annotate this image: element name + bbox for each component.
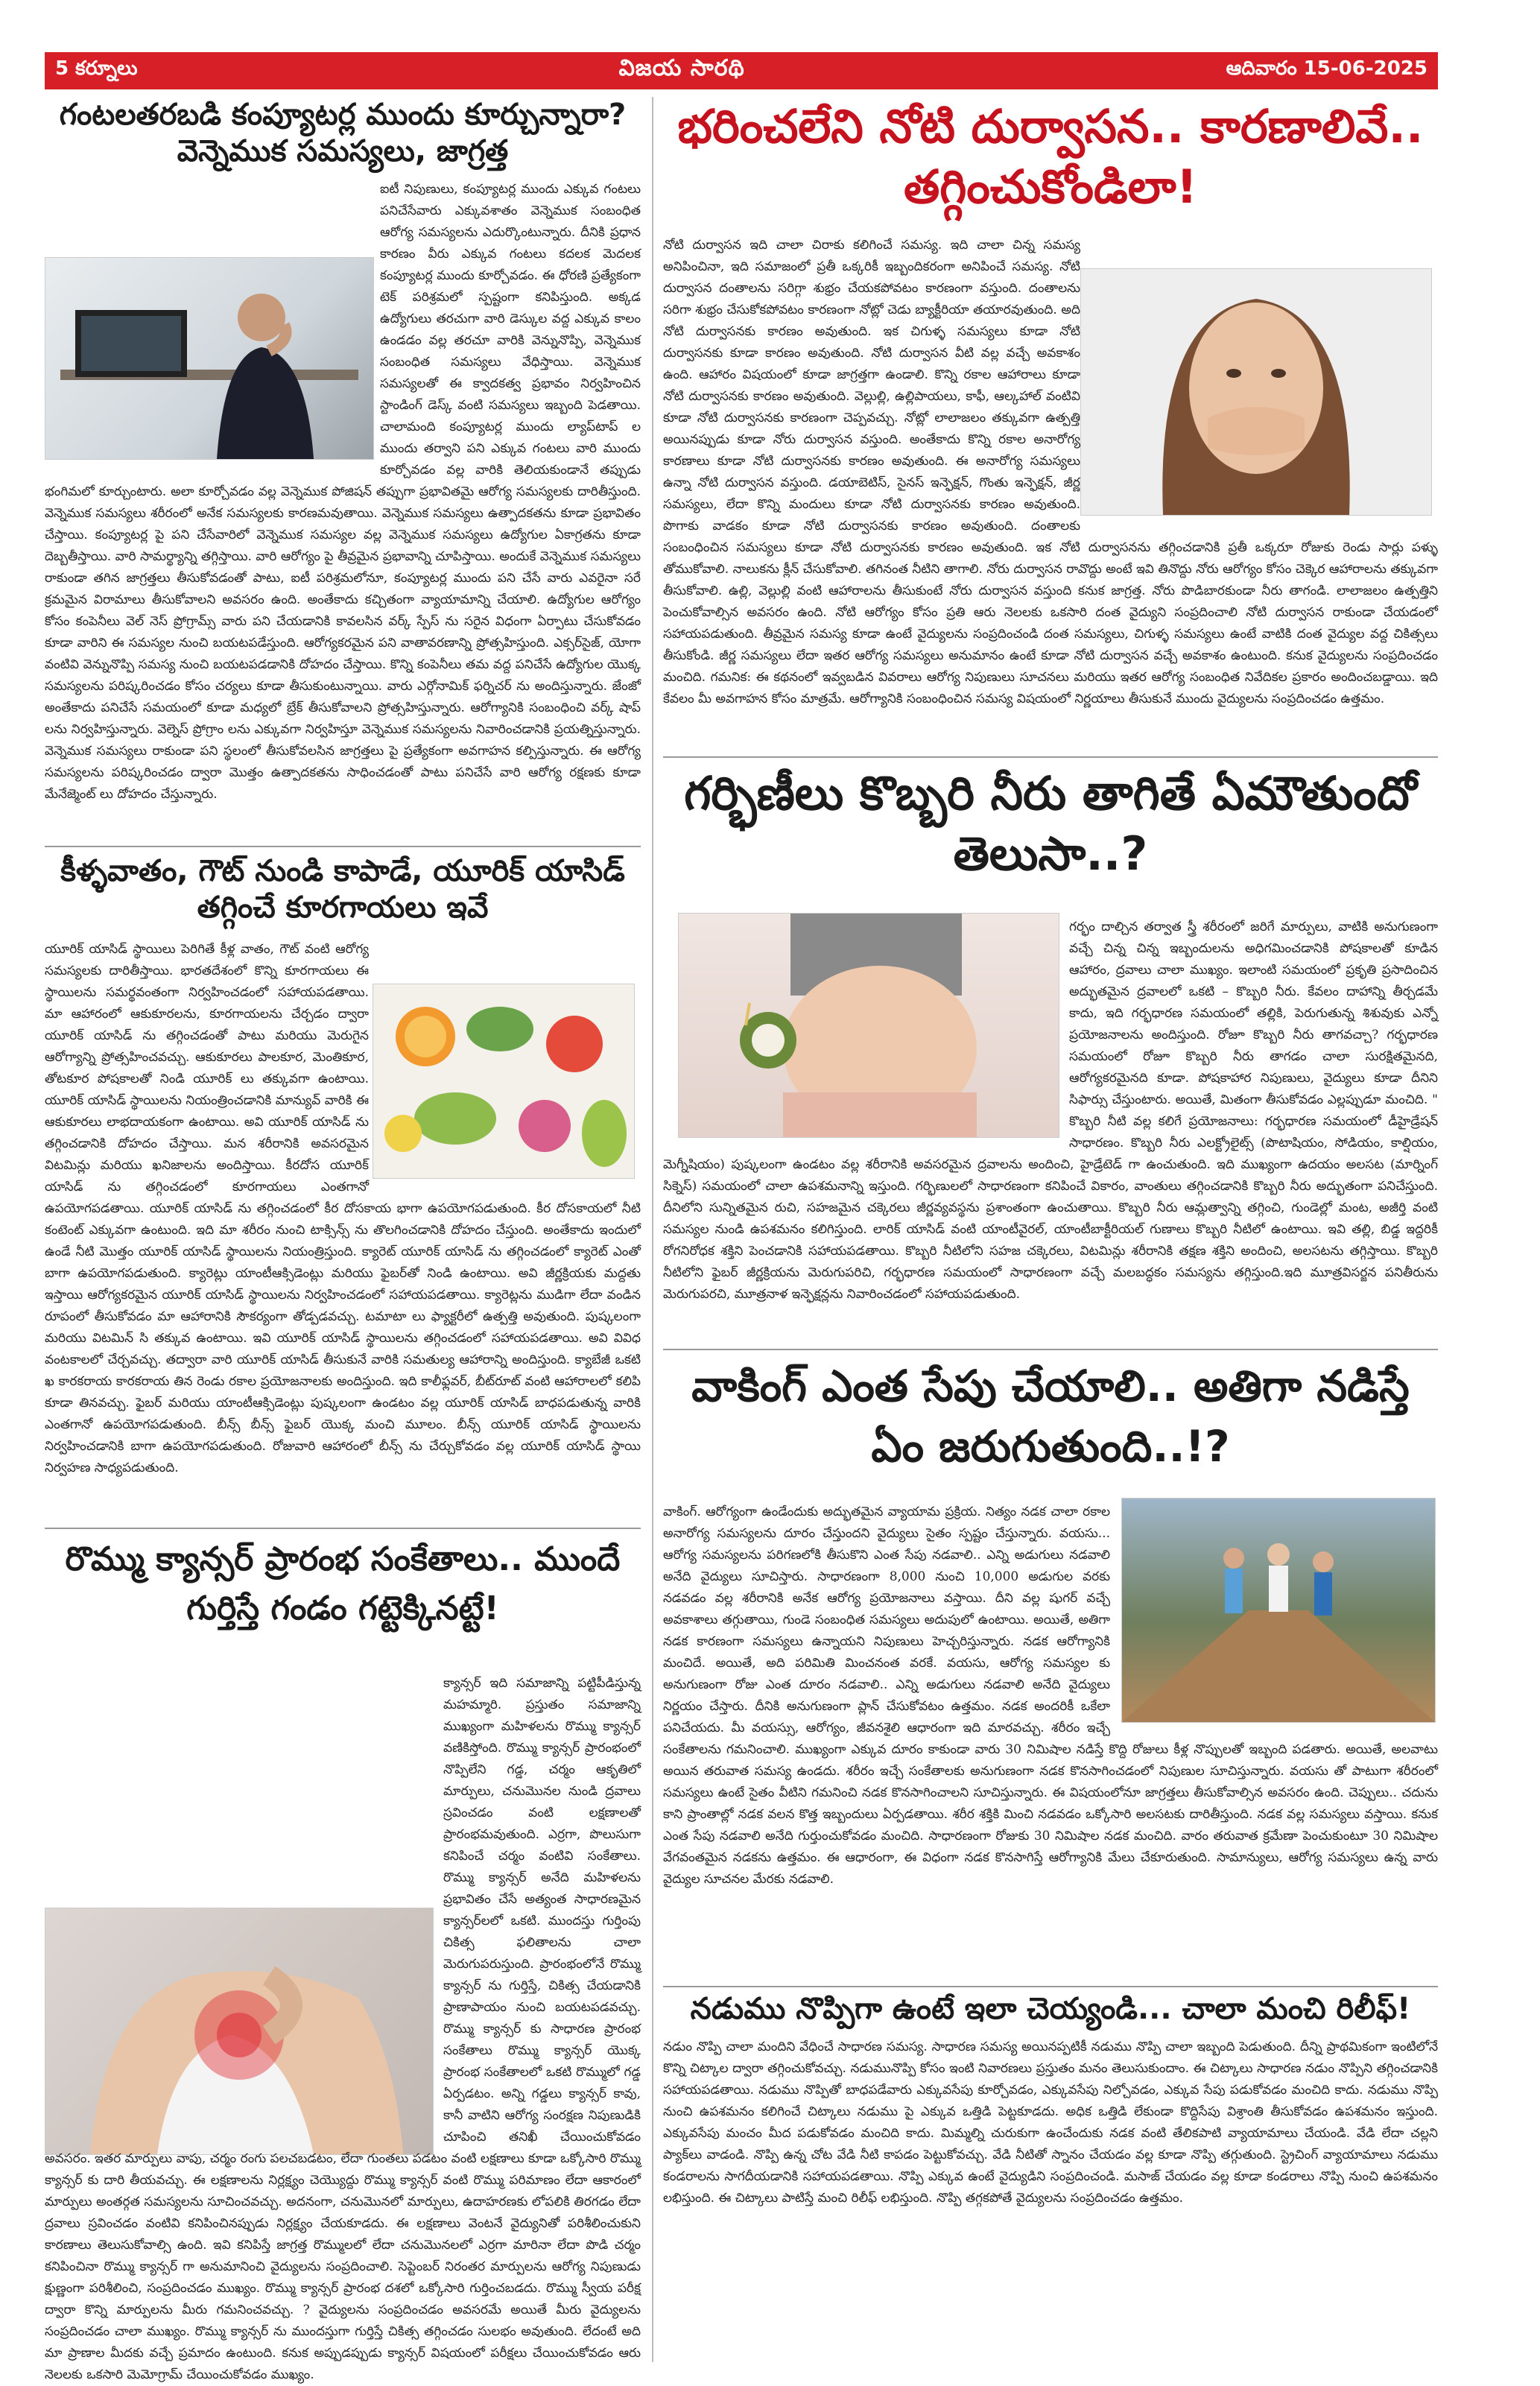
article-headline: నడుము నొప్పిగా ఉంటే ఇలా చెయ్యండి... చాలా మంచి రిలీఫ్! — [690, 1992, 1411, 2026]
article-bad-breath — [663, 97, 1438, 753]
column-divider — [652, 97, 653, 2362]
article-body: ఐటీ నిపుణులు, కంప్యూటర్ల ముందు ఎక్కువ గంటలు పనిచేసేవారు ఎక్కువశాతం వెన్నెముక సంబంధిత ఆరోగ్య సమస్యలను ఎదుర్కొంటున్నారు. దీనికి ప్రధాన కారణం వీరు ఎక్కువ గంటలు కదలక మెదలక కంప్యూటర్ల ముందు కూర్చోవడం. ఈ ధోరణి ప్రత్యేకంగా టెక్ పరిశ్రమలో స్పష్టంగా కనిపిస్తుంది. అక్కడ ఉద్యోగులు తరచుగా వారి డెస్కుల వద్ద ఎక్కువ కాలం ఉండడం వల్ల తరచూ వారికి వెన్నునొప్పి, వెన్నెముక సంబంధిత సమస్యలు వేధిస్తాయి. వెన్నెముక సమస్యలతో ఈ క్వాదకత్వ ప్రభావం నిర్వహించిన స్టాండింగ్ డెస్క్ వంటి సమస్యలు ఇబ్బంది పెడతాయి. చాలామంది కంప్యూటర్ల ముందు ల్యాప్‌టాప్ ల ముందు తర్వాని పని ఎక్కువ గంటలు వారి ముందు కూర్చోవడం వల్ల వారికి తెలియకుండానే తప్పుడు భంగిమలో కూర్చుంటారు. అలా కూర్చోవడం వల్ల వెన్నెముక పోజిషన్ తప్పుగా ప్రభావితమై ఆరోగ్య సమస్యలకు దారితీస్తుంది. వెన్నెముక సమస్యలు శరీరంలో అనేక సమస్యలకు కారణమవుతాయి. వెన్నెముక సమస్యలు ఉత్పాదకతను కూడా ప్రభావితం చేస్తాయి. కంప్యూటర్ల పై పని చేసేవారిలో వెన్నెముక సమస్యల వల్ల వెన్నెముక సమస్యలు ఉద్యోగుల ఏకాగ్రతను కూడా దెబ్బతీస్తాయి. వారి సామర్థ్యాన్ని తగ్గిస్తాయి. వారి ఆరోగ్యం పై తీవ్రమైన ప్రభావాన్ని చూపిస్తాయి. అందుకే వెన్నెముక సమస్యలు రాకుండా తగిన జాగ్రత్తలు తీసుకోవడంతో పాటు, ఐటీ పరిశ్రమలోనూ, కంప్యూటర్ల ముందు పని చేసే వారు ఎవరైనా సరే క్రమమైన విరామాలు తీసుకోవాలని అవసరం ఉంది. అంతేకాదు కచ్చితంగా వ్యాయామాన్ని చేయాలి. ఉద్యోగుల ఆరోగ్యం కోసం కంపెనీలు వెల్ నెస్ ప్రోగ్రామ్స్ వారు పని చేయడానికి కావలసిన వర్క్ స్పేస్ ను సరైన విధంగా ఏర్పాటు చేసుకోవడం కూడా వారిని ఈ సమస్యల నుంచి బయటపడేస్తుంది. ఆరోగ్యకరమైన పని వాతావరణాన్ని ప్రోత్సహిస్తుంది. ఎక్సర్‌సైజ్, యోగా వంటివి వెన్నునొప్పి సమస్య నుంచి బయటపడడానికి దోహదం చేస్తాయి. కొన్ని కంపెనీలు తమ వద్ద పనిచేసే ఉద్యోగుల యొక్క సమస్యలను పరిష్కరించడం కోసం చర్యలు కూడా తీసుకుంటున్నాయి. వారు ఎర్గోనామిక్ ఫర్నిచర్ ను అందిస్తున్నారు. జేంజో అంతేకాదు పనిచేసే సమయంలో కూడా మధ్యలో బ్రేక్ తీసుకోవాలని ప్రోత్సహిస్తున్నారు. ఆరోగ్యానికి సంబంధించి వర్క్ షాప్ లను నిర్వహిస్తున్నారు. వెల్నెస్ ప్రోగ్రాం లను ఎక్కువగా నిర్వహిస్తూ వెన్నెముక సమస్యలను నివారించడానికి ప్రయత్నిస్తున్నారు. వెన్నెముక సమస్యలు రాకుండా పని స్థలంలో తీసుకోవలసిన జాగ్రత్తలు పై ప్రత్యేకంగా అవగాహన కల్పిస్తున్నారు. ఈ ఆరోగ్య సమస్యలను పరిష్కరించడం ద్వారా మొత్తం ఉత్పాదకతను సాధించడంతో పాటు పనిచేసే వారి ఆరోగ్య రక్షణకు కూడా మేనేజ్మెంట్ లు దోహదం చేస్తున్నారు. — [45, 182, 641, 802]
article-body: వాకింగ్. ఆరోగ్యంగా ఉండేందుకు అద్భుతమైన వ్యాయామ ప్రక్రియ. నిత్యం నడక చాలా రకాల అనారోగ్య సమస్యలను దూరం చేస్తుందని వైద్యులు సైతం స్పష్టం చేస్తున్నారు. వయసు... ఆరోగ్య సమస్యలను పరిగణలోకి తీసుకొని ఎంత సేపు నడవాలి.. ఎన్ని అడుగులు నడవాలి అనేది వైద్యులు సూచిస్తారు. సాధారణంగా 8,000 నుంచి 10,000 అడుగుల వరకు నడవడం వల్ల శరీరానికి అనేక ఆరోగ్య ప్రయోజనాలు వస్తాయి. దీని వల్ల షుగర్ వచ్చే అవకాశాలు తగ్గుతాయి, గుండె సంబంధిత సమస్యలు అదుపులో ఉంటాయి. అయితే, అతిగా నడక కారణంగా సమస్యలు ఉన్నాయని నిపుణులు హెచ్చరిస్తున్నారు. నడక ఆరోగ్యానికి మంచిదే. అయితే, అది పరిమితి మించనంత వరకే. వయసు, ఆరోగ్య సమస్యల కు అనుగుణంగా రోజు ఎంత దూరం నడవాలి.. ఎన్ని అడుగులు నడవాలి అనేది వైద్యులు నిర్ణయం చేస్తారు. దీనికి అనుగుణంగా ప్లాన్ చేసుకోవటం ఉత్తమం. నడక అందరికీ ఒకేలా పనిచేయదు. మీ వయస్సు, ఆరోగ్యం, జీవనశైలి ఆధారంగా ఇది మారవచ్చు. శరీరం ఇచ్చే సంకేతాలను గమనించాలి. ముఖ్యంగా ఎక్కువ దూరం కాకుండా వారు 30 నిమిషాల నడిస్తే కొద్ది రోజులు కీళ్ల నొప్పులతో ఇబ్బంది పడతారు. అయితే, అలవాటు అయిన తరువాత సమస్య ఉండదు. శరీరం ఇచ్చే సంకేతాలకు అనుగుణంగా నడక కొనసాగించడంలో నిపుణుల సూచిస్తున్నారు. వయసు తో పాటుగా శరీరంలో సమస్యలు ఉంటే సైతం వీటిని గమనించి నడక కొనసాగించాలని సూచిస్తున్నారు. ఈ విషయంలోనూ జాగ్రత్తలు తీసుకోవాల్సిన అవసరం ఉంది. చెప్పులు.. చదును కాని ప్రాంతాల్లో నడక వలన కొత్త ఇబ్బందులు ఏర్పడతాయి. శరీర శక్తికి మించి నడవడం ఒక్కోసారి అలసటకు దారితీస్తుంది. నడక వల్ల సమస్యలు వస్తాయి. కనుక ఎంత సేపు నడవాలి అనేది గుర్తుంచుకోవడం మంచిది. సాధారణంగా రోజుకు 30 నిమిషాల నడక మంచిది. వారం తరువాత క్రమేణా పెంచుకుంటూ 30 నిమిషాల వేగవంతమైన నడకను ఉత్తమం. ఈ ఆధారంగా, ఈ విధంగా నడక కొనసాగిస్తే ఆరోగ్యానికి మేలు చేకూరుతుంది. సామాన్యులు, ఆరోగ్య సమస్యలు ఉన్న వారు వైద్యుల సూచనల మేరకు నడవాలి. — [663, 1504, 1438, 1887]
photo-float-space — [45, 179, 380, 466]
article-body-wrap — [45, 1673, 641, 2382]
photo-float-space — [663, 917, 1069, 1148]
article-body: నడుం నొప్పి చాలా మందిని వేధించే సాధారణ సమస్య. సాధారణ సమస్య అయినప్పటికీ నడుము నొప్పి చాలా ఇబ్బంది పెడుతుంది. దీన్ని ప్రాథమికంగా ఇంటిలోనే కొన్ని చిట్కాల ద్వారా తగ్గించుకోవచ్చు. నడుమునొప్పి కోసం ఇంటి నివారణలు ప్రస్తుతం మనం తెలుసుకుందాం. ఈ చిట్కాలు సాధారణ నడుం నొప్పిని తగ్గించడానికి సహాయపడతాయి. నడుము నొప్పితో బాధపడేవారు ఎక్కువసేపు కూర్చోవడం, ఎక్కువసేపు నిల్చోవడం, ఎక్కువ సేపు పడుకోవడం మంచిది కాదు. నడుము నొప్పి నుంచి ఉపశమనం కలిగించే చిట్కాలు నడుము పై ఎక్కువ ఒత్తిడి పెట్టకూడదు. అధిక ఒత్తిడి లేకుండా కొద్దిసేపు విశ్రాంతి తీసుకోవడం ఉపశమనం ఇస్తుంది. ఎక్కువసేపు మంచం మీద పడుకోవడం మంచిది కాదు. మిమ్మల్ని చురుకుగా ఉంచేందుకు నడక వంటి తేలికపాటి వ్యాయామాలు చేయండి. వేడి లేదా చల్లని ప్యాక్‌లు వాడండి. నొప్పి ఉన్న చోట వేడి నీటి కాపడం పెట్టుకోవచ్చు. వేడి నీటితో స్నానం చేయడం వల్ల కూడా నొప్పి తగ్గుతుంది. స్ట్రెచింగ్ వ్యాయామాలు నడుము కండరాలను సాగదీయడానికి సహాయపడతాయి. నొప్పి ఎక్కువ ఉంటే వైద్యుడిని సంప్రదించండి. మసాజ్ చేయడం వల్ల కూడా కండరాలు నొప్పి నుంచి ఉపశమనం లభిస్తుంది. ఈ చిట్కాలు పాటిస్తే మంచి రిలీఫ్ లభిస్తుంది. నొప్పి తగ్గకపోతే వైద్యులను సంప్రదించడం ఉత్తమం. — [663, 2039, 1438, 2206]
photo-float-space — [369, 939, 641, 1185]
masthead-bar — [45, 52, 1438, 89]
article-breast-cancer — [45, 1535, 641, 2382]
article-headline: గర్భిణీలు కొబ్బరి నీరు తాగితే ఏమౌతుందో తెలుసా..? — [684, 766, 1417, 881]
section-divider — [663, 1986, 1438, 1987]
article-headline: భరించలేని నోటి దుర్వాసన.. కారణాలివే.. తగ్గించుకోండిలా! — [677, 99, 1424, 214]
article-uric-acid — [45, 853, 641, 1524]
article-headline: వాకింగ్ ఎంత సేపు చేయాలి.. అతిగా నడిస్తే ఏం జరుగుతుంది..!? — [691, 1361, 1410, 1472]
article-body: క్యాన్సర్ ఇది సమాజాన్ని పట్టిపీడిస్తున్న మహమ్మారి. ప్రస్తుతం సమాజాన్ని ముఖ్యంగా మహిళలను రొమ్ము క్యాన్సర్ వణికిస్తోంది. రొమ్ము క్యాన్సర్ ప్రారంభంలో నొప్పిలేని గడ్డ, చర్మం ఆకృతిలో మార్పులు, చనుమొనల నుండి ద్రవాలు స్రవించడం వంటి లక్షణాలతో ప్రారంభమవుతుంది. ఎర్రగా, పొలుసుగా కనిపించే చర్మం వంటివి సంకేతాలు. రొమ్ము క్యాన్సర్ అనేది మహిళలను ప్రభావితం చేసే అత్యంత సాధారణమైన క్యాన్సర్‌లలో ఒకటి. ముందస్తు గుర్తింపు చికిత్స ఫలితాలను చాలా మెరుగుపరుస్తుంది. ప్రారంభంలోనే రొమ్ము క్యాన్సర్ ను గుర్తిస్తే, చికిత్స చేయడానికి ప్రాణాపాయం నుంచి బయటపడవచ్చు. రొమ్ము క్యాన్సర్ కు సాధారణ ప్రారంభ సంకేతాలు రొమ్ము క్యాన్సర్ యొక్క ప్రారంభ సంకేతాలలో ఒకటి రొమ్ములో గడ్డ ఏర్పడటం. అన్ని గడ్డలు క్యాన్సర్ కావు, కానీ వాటిని ఆరోగ్య సంరక్షణ నిపుణుడికి చూపించి తనిఖీ చేయించుకోవడం అవసరం. ఇతర మార్పులు వాపు, చర్మం రంగు పలచబడటం, లేదా గుంతలు పడటం వంటి లక్షణాలు కూడా ఒక్కోసారి రొమ్ము క్యాన్సర్ కు దారి తీయవచ్చు. ఈ లక్షణాలను నిర్లక్ష్యం చెయ్యొద్దు రొమ్ము క్యాన్సర్ వంటి రొమ్ము పరిమాణం లేదా ఆకారంలో మార్పులు అంతర్గత సమస్యలను సూచించవచ్చు. అదనంగా, చనుమొనలో మార్పులు, ఉదాహరణకు లోపలికి తిరగడం లేదా ద్రవాలు స్రవించడం వంటివి కనిపించినప్పుడు నిర్లక్ష్యం చేయకూడదు. ఈ లక్షణాలు వెంటనే వైద్యునితో పరిశీలించుకుని కారణాలు తెలుసుకోవాల్సి ఉంది. ఇవి కనిపిస్తే జాగ్రత్త రొమ్ములలో లేదా చనుమొనలలో ఎర్రగా మారినా లేదా పొడి చర్మం కనిపించినా రొమ్ము క్యాన్సర్ గా అనుమానించి వైద్యులను సంప్రదించాలి. సెప్టెంబర్ నిరంతర మార్పులను ఆరోగ్య నిపుణుడు క్షుణ్ణంగా పరిశీలించి, సంప్రదించడం ముఖ్యం. రొమ్ము క్యాన్సర్ ప్రారంభ దశలో ఒక్కోసారి గుర్తించబడదు. రొమ్ము స్వీయ పరీక్ష ద్వారా కొన్ని మార్పులను మీరు గమనించవచ్చు. ? వైద్యులను సంప్రదించడం అవసరమే అయితే మీరు వైద్యులను సంప్రదించడం చాలా ముఖ్యం. రొమ్ము క్యాన్సర్ ను ముందస్తుగా గుర్తిస్తే చికిత్స తగ్గించడం సులభం అవుతుంది. లేదంటే అది మా ప్రాణాల మీదకు వచ్చే ప్రమాదం ఉంటుంది. కనుక అప్పుడప్పుడు క్యాన్సర్ విషయంలో పరీక్షలు చేయించుకోవడం ఆరు నెలలకు ఒకసారి మెమోగ్రామ్ చేయించుకోవడం ముఖ్యం. — [45, 1676, 641, 2382]
page-label: 5 కర్నూలు — [55, 57, 138, 80]
article-body: గర్భం దాల్చిన తర్వాత స్త్రీ శరీరంలో జరిగే మార్పులు, వాటికి అనుగుణంగా వచ్చే చిన్న చిన్న ఇబ్బందులను అధిగమించడానికి పోషకాలతో కూడిన ఆహారం, ద్రవాలు చాలా ముఖ్యం. ఇలాంటి సమయంలో ప్రకృతి ప్రసాదించిన అద్భుతమైన ద్రవాలలో ఒకటి – కొబ్బరి నీరు. కేవలం దాహాన్ని తీర్చడమే కాదు, ఇది గర్భధారణ సమయంలో తల్లికి, పెరుగుతున్న శిశువుకు ఎన్నో ప్రయోజనాలను అందిస్తుంది. రోజూ కొబ్బరి నీరు తాగవచ్చా? గర్భధారణ సమయంలో రోజూ కొబ్బరి నీరు తాగడం చాలా సురక్షితమైనది, ఆరోగ్యకరమైనది కూడా. పోషకాహార నిపుణులు, వైద్యులు కూడా దీనిని సిఫార్సు చేస్తుంటారు. అయితే, మితంగా తీసుకోవడం ఎల్లప్పుడూ మంచిది. " కొబ్బరి నీటి వల్ల కలిగే ప్రయోజనాలు: గర్భధారణ సమయంలో డీహైడ్రేషన్ సాధారణం. కొబ్బరి నీరు ఎలక్ట్రోలైట్స్ (పొటాషియం, సోడియం, కాల్షియం, మెగ్నీషియం) పుష్కలంగా ఉండటం వల్ల శరీరానికి అవసరమైన ద్రవాలను అందించి, హైడ్రేటెడ్ గా ఉంచుతుంది. ఇది ముఖ్యంగా ఉదయం అలసట (మార్నింగ్ సిక్నెస్) సమయంలో చాలా ఉపశమనాన్ని ఇస్తుంది. గర్భిణులలో సాధారణంగా కనిపించే వికారం, వాంతులు తగ్గించడానికి కొబ్బరి నీరు అద్భుతంగా పనిచేస్తుంది. దీనిలోని సున్నితమైన రుచి, సహజమైన చక్కెరలు జీర్ణవ్యవస్థను ప్రశాంతంగా ఉంచుతాయి. కొబ్బరి నీరు ఆమ్లత్వాన్ని తగ్గించి, గుండెల్లో మంట, అజీర్తి వంటి సమస్యల నుండి ఉపశమనం కలిగిస్తుంది. లారిక్ యాసిడ్ వంటి యాంటీవైరల్, యాంటీబాక్టీరియల్ గుణాలు కొబ్బరి నీటిలో ఉంటాయి. ఇవి తల్లి, బిడ్డ ఇద్దరికీ రోగనిరోధక శక్తిని పెంచడానికి సహాయపడతాయి. కొబ్బరి నీటిలోని సహజ చక్కెరలు, విటమిన్లు శరీరానికి తక్షణ శక్తిని అందించి, అలసటను తగ్గిస్తాయి. కొబ్బరి నీటిలోని ఫైబర్ జీర్ణక్రియను మెరుగుపరిచి, గర్భధారణ సమయంలో సాధారణంగా వచ్చే మలబద్ధకం సమస్యను తగ్గిస్తుంది.ఇది మూత్రవిసర్జన పనితీరును మెరుగుపరచి, మూత్రనాళ ఇన్ఫెక్షన్లను నివారించడంలో సహాయపడుతుంది. — [663, 920, 1438, 1302]
article-body-wrap — [663, 235, 1438, 753]
article-back-pain — [663, 1991, 1438, 2367]
article-body-wrap — [45, 939, 641, 1524]
article-headline: గంటలతరబడి కంప్యూటర్ల ముందు కూర్చున్నారా? వెన్నెముక సమస్యలు, జాగ్రత్త — [59, 98, 627, 168]
article-headline: కీళ్ళవాతం, గౌట్ నుండి కాపాడే, యూరిక్ యాసిడ్ తగ్గించే కూరగాయలు ఇవే — [60, 854, 625, 925]
article-body-wrap — [45, 179, 641, 842]
article-body-wrap — [663, 917, 1438, 1345]
article-body: నోటి దుర్వాసన ఇది చాలా చిరాకు కలిగించే సమస్య. ఇది చాలా చిన్న సమస్య అనిపించినా, ఇది సమాజంలో ప్రతీ ఒక్కరికీ ఇబ్బందికరంగా అనిపించే సమస్య. నోటి దుర్వాసన దంతాలను సరిగ్గా శుభ్రం చేయకపోవటం కారణంగా వస్తుంది. దంతాలను సరిగా శుభ్రం చేసుకోకపోవటం కారణంగా నోట్లో చెడు బ్యాక్టీరియా తయారవుతుంది. అది నోటి దుర్వాసనకు కారణం అవుతుంది. ఇక చిగుళ్ళ సమస్యలు కూడా నోటి దుర్వాసనకు కూడా కారణం అవుతుంది. నోటి దుర్వాసన వీటి వల్ల వచ్చే అవకాశం ఉంది. ఆహారం విషయంలో కూడా జాగ్రత్తగా ఉండాలి. కొన్ని రకాల ఆహారాలు కూడా నోటి దుర్వాసనకు కారణం అవుతుంది. వెల్లుల్లి, ఉల్లిపాయలు, కాఫీ, ఆల్కహాల్ వంటివి కూడా నోటి దుర్వాసనకు కారణంగా చెప్పవచ్చు. నోట్లో లాలాజలం తక్కువగా ఉత్పత్తి అయినప్పుడు కూడా నోరు దుర్వాసన వస్తుంది. అంతేకాదు కొన్ని రకాల అనారోగ్య కారణాలు కూడా నోటి దుర్వాసనకు కారణం అవుతుంది. ఈ అనారోగ్య సమస్యలు ఉన్నా నోటి దుర్వాసన వస్తుంది. డయాబెటిస్, సైనస్ ఇన్ఫెక్షన్, గొంతు ఇన్ఫెక్షన్, జీర్ణ సమస్యలు, లేదా కొన్ని మందులు కూడా నోటి దుర్వాసనకు కారణం అవుతుంది. పొగాకు వాడకం కూడా నోటి దుర్వాసనకు కారణం అవుతుంది. దంతాలకు సంబంధించిన సమస్యలు కూడా నోటి దుర్వాసనకు కారణం అవుతుంది. ఇక నోటి దుర్వాసనను తగ్గించడానికి ప్రతీ ఒక్కరూ రోజుకు రెండు సార్లు పళ్ళు తోముకోవాలి. నాలుకను క్లీన్ చేసుకోవాలి. తగినంత నీటిని తాగాలి. నోరు దుర్వాసన రావొద్దు అంటే ఇవి తినొద్దు నోరు ఆరోగ్యం కోసం చెక్కెర ఆహారాలను తక్కువగా తీసుకోవాలి. ఉల్లి, వెల్లుల్లి వంటి ఆహారాలను తీసుకుంటే నోరు దుర్వాసన వస్తుంది కనుక జాగ్రత్త. నోరు పొడిబారకుండా నీరు తాగండి. లాలాజలం ఉత్పత్తిని పెంచుకోవాల్సిన అవసరం ఉంది. నోటి ఆరోగ్యం కోసం ప్రతి ఆరు నెలలకు ఒకసారి దంత వైద్యుని సంప్రదించాలి నోటి దుర్వాసన రాకుండా చేయడంలో సహాయపడుతుంది. తీవ్రమైన సమస్య కూడా ఉంటే వైద్యులను సంప్రదించండి దంత సమస్యలు, చిగుళ్ళ సమస్యలు ఉంటే వాటికి దంత వైద్యుల వద్ద చికిత్సలు తీసుకోండి. జీర్ణ సమస్యలు లేదా ఇతర ఆరోగ్య సమస్యలు అనుమానం ఉంటే కూడా నోటి దుర్వాసన వచ్చే అవకాశం ఉంటుంది. కనుక వైద్యులను సంప్రదించడం మంచిది. గమనిక: ఈ కథనంలో ఇవ్వబడిన వివరాలు ఆరోగ్య నిపుణులు సూచనలు మరియు ఇతర ఆరోగ్య సంబంధిత నివేదికల ప్రకారం అందించబడ్డాయి. ఇది కేవలం మీ అవగాహన కోసం మాత్రమే. ఆరోగ్యానికి సంబంధించిన సమస్య విషయంలో నిర్ణయాలు తీసుకునే ముందు వైద్యులను సంప్రదించడం ఉత్తమం. — [663, 238, 1438, 706]
article-walking — [663, 1356, 1438, 1982]
newspaper-name: విజయ సారథి — [618, 55, 745, 81]
article-body: యూరిక్ యాసిడ్ స్థాయిలు పెరిగితే కీళ్ల వాతం, గౌట్ వంటి ఆరోగ్య సమస్యలకు దారితీస్తాయి. భారతదేశంలో కొన్ని కూరగాయలు ఈ స్థాయిలను సమర్థవంతంగా నిర్వహించడంలో సహాయపడతాయి. మా ఆహారంలో ఆకుకూరలను, కూరగాయలను చేర్చడం ద్వారా యూరిక్ యాసిడ్ ను తగ్గించడంతో పాటు మరియు మెరుగైన ఆరోగ్యాన్ని ప్రోత్సహించవచ్చు. ఆకుకూరలు పాలకూర, మెంతికూర, తోటకూర పోషకాలతో నిండి యూరిక్ లు తక్కువగా ఉంటాయి. యూరిక్ యాసిడ్ స్థాయిలను నియంత్రించడానికి మాన్యువ్ వారికి ఈ ఆకుకూరలు లాభదాయకంగా ఉంటాయి. అవి యూరిక్ యాసిడ్ ను తగ్గించడానికి దోహదం చేస్తాయి. మన శరీరానికి అవసరమైన విటమిన్లు మరియు ఖనిజాలను అందిస్తాయి. కీరదోస యూరిక్ యాసిడ్ ను తగ్గించడంలో కూరగాయలు ఎంతగానో ఉపయోగపడతాయి. యూరిక్ యాసిడ్ ను తగ్గించడంలో కీర దోసకాయ భాగా ఉపయోగపడుతుంది. కీర దోసకాయలో నీటి కంటెంట్ ఎక్కువగా ఉంటుంది. ఇది మా శరీరం నుంచి టాక్సిన్స్ ను తొలగించడానికి దోహదం చేస్తుంది. అంతేకాదు ఇందులో ఉండే నీటి మొత్తం యూరిక్ యాసిడ్ స్థాయిలను నియంత్రిస్తుంది. క్యారెట్ యూరిక్ యాసిడ్ ను తగ్గించడంలో క్యారెట్ ఎంతో బాగా ఉపయోగపడుతుంది. క్యారెట్లు యాంటీఆక్సిడెంట్లు మరియు ఫైబర్‌తో నిండి ఉంటాయి. అవి జీర్ణక్రియకు మద్దతు ఇస్తాయి ఆరోగ్యకరమైన యూరిక్ యాసిడ్ స్థాయిలను నిర్వహించడంలో సహాయపడతాయి. క్యారెట్లను ముడిగా లేదా వండిన రూపంలో తీసుకోవడం మా ఆహారానికి సౌకర్యంగా తోడ్పడవచ్చు. టమాటా లు ఫ్యాక్టరీలో ఉత్పత్తి అవుతుంది. పుష్కలంగా మరియు విటమిన్ సి తక్కువ ఉంటాయి. ఇవి యూరిక్ యాసిడ్ స్థాయిలను తగ్గించడంలో సహాయపడతాయి. అవి వివిధ వంటకాలలో చేర్చవచ్చు. తద్వారా వారి యూరిక్ యాసిడ్ తీసుకునే వారికి సమతుల్య ఆహారాన్ని అందిస్తుంది. క్యాబేజీ ఒకటి ఖ కారకరాయ కారకరాయ తిన రెండు రకాల ప్రయోజనాలకు అందిస్తుంది. ఇది కాలీఫ్లవర్, బీట్‌రూట్ వంటి ఆహారాలలో కలిపి కూడా తినవచ్చు. ఫైబర్ మరియు యాంటీఆక్సిడెంట్లు పుష్కలంగా ఉండటం వల్ల యూరిక్ యాసిడ్ బాధపడుతున్న వారికి ఎంతగానో ఉపయోగపడుతుంది. బీన్స్ బీన్స్ ఫైబర్ యొక్క మంచి మూలం. బీన్స్ యూరిక్ యాసిడ్ స్థాయిలను నిర్వహించడానికి బాగా ఉపయోగపడుతుంది. రోజువారి ఆహారంలో బీన్స్ ను చేర్చుకోవడం వల్ల యూరిక్ యాసిడ్ స్థాయి నిర్వహణ సాధ్యపడుతుంది. — [45, 942, 641, 1475]
photo-float-space — [1080, 235, 1438, 518]
article-body-wrap — [663, 1501, 1438, 1978]
article-computers — [45, 97, 641, 842]
section-divider — [663, 756, 1438, 758]
issue-date: ఆదివారం 15-06-2025 — [1226, 57, 1427, 80]
section-divider — [45, 846, 641, 847]
photo-float-space — [45, 1673, 443, 2135]
section-divider — [45, 1528, 641, 1529]
article-headline: రొమ్ము క్యాన్సర్ ప్రారంభ సంకేతాలు.. ముందే గుర్తిస్తే గండం గట్టెక్కినట్టే! — [65, 1540, 621, 1627]
photo-float-space — [1110, 1501, 1438, 1729]
article-coconut-water — [663, 764, 1438, 1345]
section-divider — [663, 1349, 1438, 1350]
